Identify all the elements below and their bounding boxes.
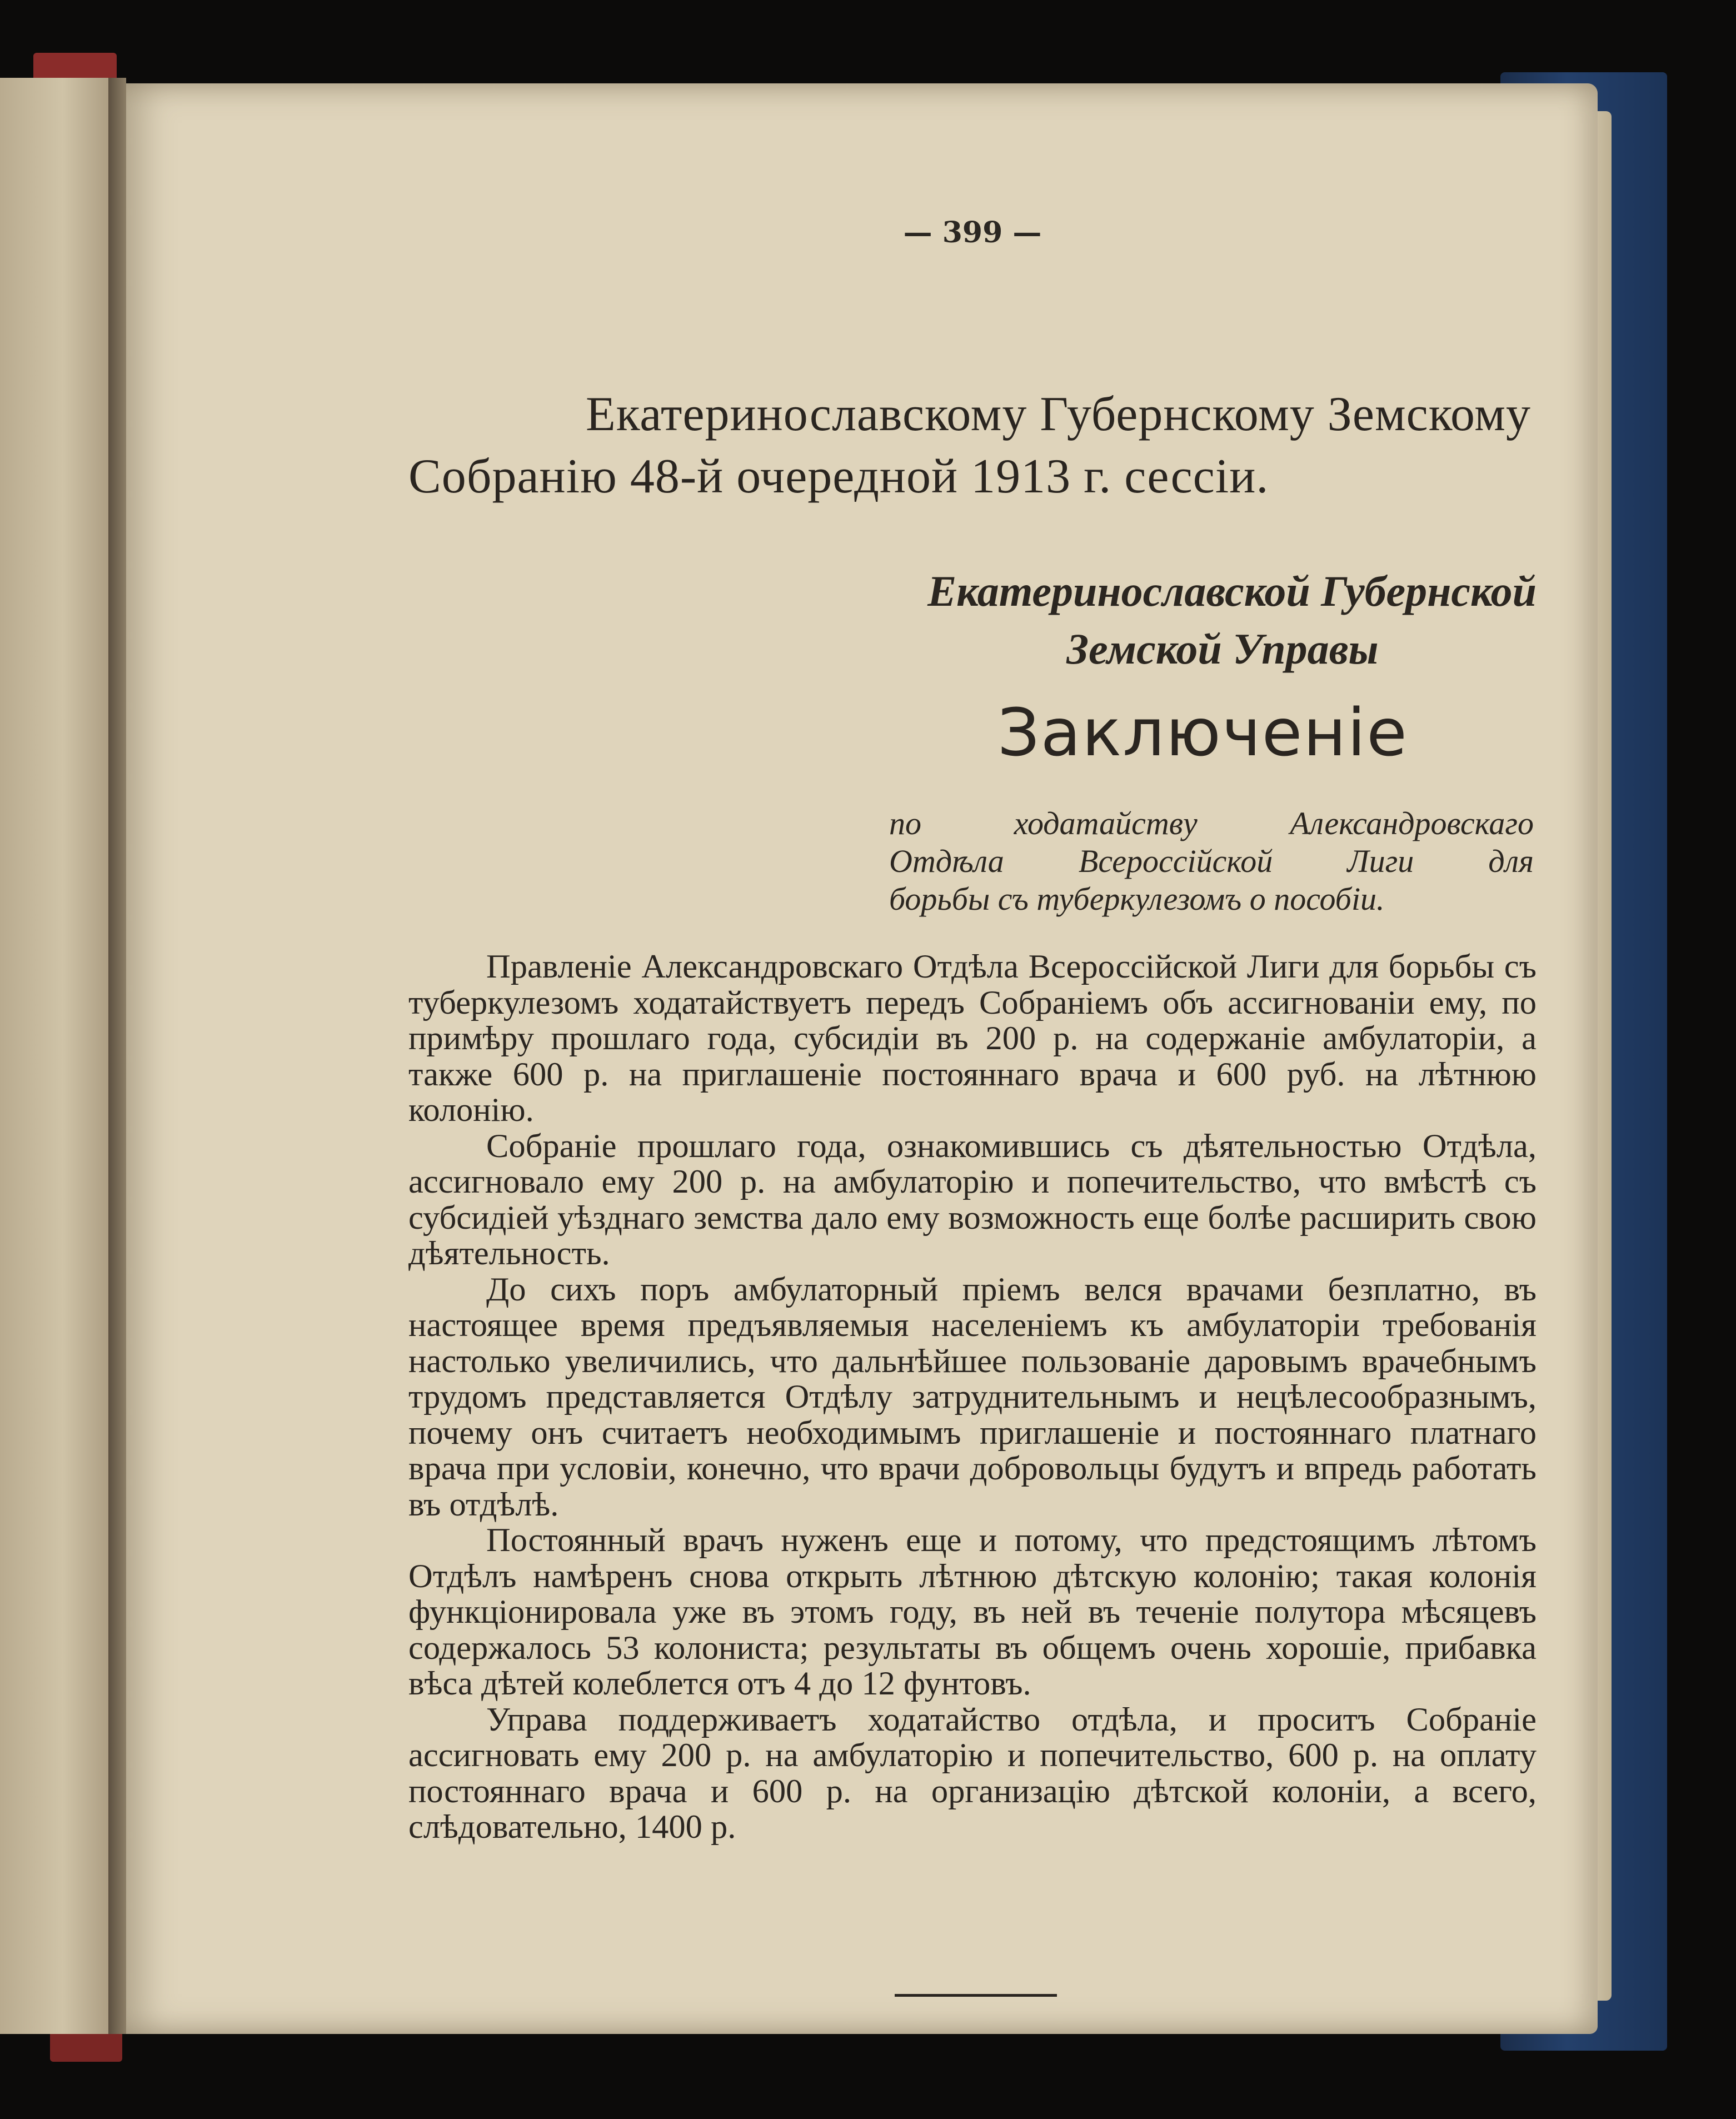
subject-line-1: по ходатайству Александровскаго	[889, 805, 1534, 841]
gutter	[108, 78, 126, 2034]
subject-line-3: борьбы съ туберкулезомъ о пособіи.	[889, 881, 1385, 917]
subject-line-2: Отдѣла Всероссійской Лиги для	[889, 843, 1534, 879]
document-title: Заключеніе	[997, 694, 1408, 771]
page-number: — 399 —	[903, 216, 1042, 250]
issuer-line-2: Земской Управы	[1066, 625, 1379, 673]
address-line-1: Екатеринославскому Губернскому Земскому	[586, 387, 1531, 441]
issuer-heading	[842, 562, 1537, 678]
page	[119, 83, 1598, 2034]
paragraph-2: Собраніе прошлаго года, ознакомившись съ дѣятельностью Отдѣла, ассигновало ему 200 р. на амбулаторію и попечительство, что вмѣстѣ съ субсидіей уѣзднаго земства дало ему возможность еще болѣе расширить свою дѣятельность.	[408, 1127, 1537, 1272]
body-text	[408, 949, 1537, 1846]
closing-rule	[895, 1994, 1057, 1997]
paragraph-5: Управа поддерживаетъ ходатайство отдѣла, и проситъ Собраніе ассигновать ему 200 р. на амбулаторію и попечительство, 600 р. на оплату постояннаго врача и 600 р. на организацію дѣтской колоніи, а всего, слѣдовательно, 1400 р.	[408, 1701, 1537, 1846]
left-page	[0, 78, 114, 2034]
paragraph-3: До сихъ поръ амбулаторный пріемъ велся врачами безплатно, въ настоящее время предъявляемыя населеніемъ къ амбулаторіи требованія настолько увеличились, что дальнѣйшее пользованіе даровымъ врачебнымъ трудомъ представляется Отдѣлу затруднительнымъ и нецѣлесообразнымъ, почему онъ считаетъ необходимымъ приглашеніе и постояннаго платнаго врача при условіи, конечно, что врачи добровольцы будутъ и впредь работать въ отдѣлѣ.	[408, 1270, 1537, 1523]
paragraph-1: Правленіе Александровскаго Отдѣла Всероссійской Лиги для борьбы съ туберкулезомъ ходатайствуетъ передъ Собраніемъ объ ассигнованіи ему, по примѣру прошлаго года, субсидіи въ 200 р. на содержаніе амбулаторіи, а также 600 р. на приглашеніе постояннаго врача и 600 руб. на лѣтнюю колонію.	[408, 948, 1537, 1129]
address-line-2: Собранію 48-й очередной 1913 г. сессіи.	[408, 450, 1269, 503]
document-subject	[889, 805, 1534, 918]
paragraph-4: Постоянный врачъ нуженъ еще и потому, что предстоящимъ лѣтомъ Отдѣлъ намѣренъ снова открыть лѣтнюю дѣтскую колонію; такая колонія функціонировала уже въ этомъ году, въ ней въ теченіе полутора мѣсяцевъ содержалось 53 колониста; результаты въ общемъ очень хорошіе, прибавка вѣса дѣтей колеблется отъ 4 до 12 фунтовъ.	[408, 1522, 1537, 1702]
issuer-line-1: Екатеринославской Губернской	[927, 567, 1537, 615]
address-heading	[408, 383, 1537, 508]
